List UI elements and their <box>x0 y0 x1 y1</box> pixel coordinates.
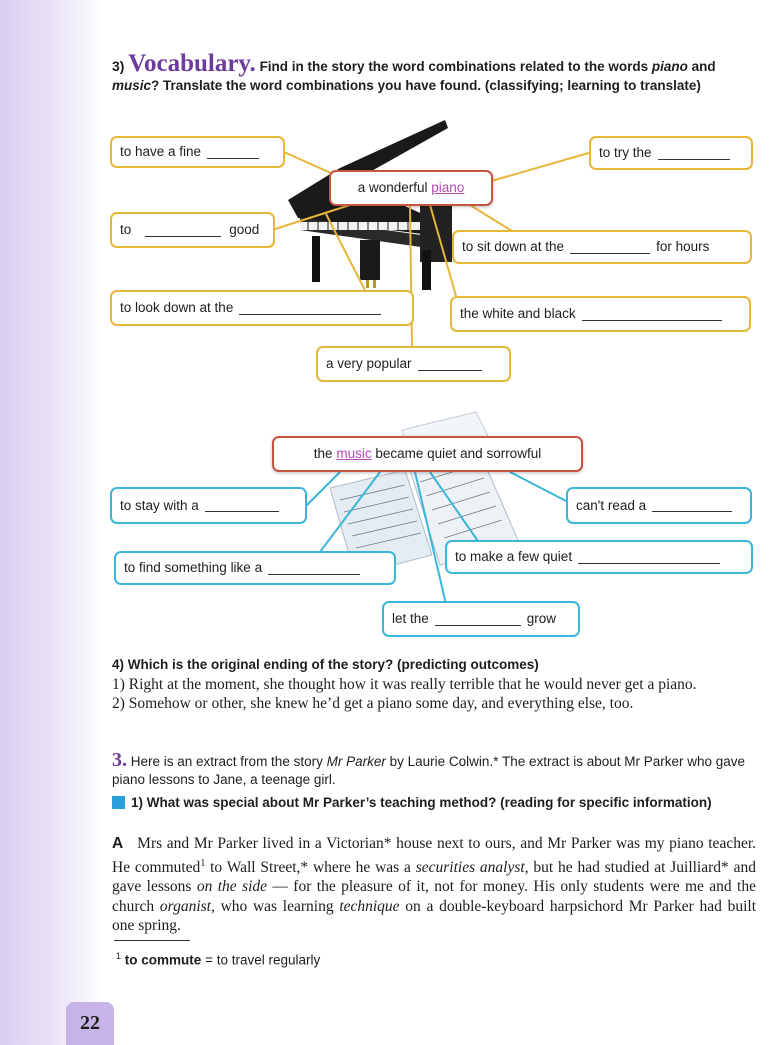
task3-number: 3) <box>112 58 125 74</box>
music-phrase-read-text: can't read a <box>576 497 647 513</box>
piano-phrase-try-text: to try the <box>599 145 652 160</box>
text-a-part: to Wall Street,* where he was a <box>210 858 411 876</box>
footnote-number: 1 <box>116 951 122 961</box>
task4 <box>112 657 756 713</box>
section3-task1 <box>112 794 756 812</box>
text-a-italic: on the side <box>196 878 268 896</box>
task3-instr-1: Find in the story the word combinations related to the words <box>259 59 649 74</box>
listening-task-icon <box>112 796 125 809</box>
footnote-divider <box>114 940 190 941</box>
answer-blank[interactable] <box>652 499 732 512</box>
piano-phrase-good <box>110 212 275 248</box>
music-phrase-stay <box>110 487 307 524</box>
page-number: 22 <box>66 1002 114 1045</box>
task3-word-piano: piano <box>651 59 688 74</box>
text-a-part: , but he had studied at Juilliard* and gave lessons <box>112 858 756 896</box>
text-a-label: A <box>112 835 124 852</box>
answer-blank[interactable] <box>658 147 730 160</box>
music-phrase-grow <box>382 601 580 637</box>
music-phrase-make <box>445 540 753 574</box>
music-phrase-stay-text: to stay with a <box>120 497 199 513</box>
task4-answer-2: 2) Somehow or other, she knew he’d get a piano some day, and everything else, too. <box>112 695 634 712</box>
section3-intro-2: by Laurie Colwin.* The extract is about Mr Parker who gave piano lessons to Jane, a teenage girl. <box>112 754 746 787</box>
text-a-part: on a double-keyboard harpsichord Mr Parker had built one spring. <box>112 897 757 935</box>
piano-phrase-sit <box>452 230 752 264</box>
music-phrase-grow-text: grow <box>526 611 557 626</box>
text-a-part: — for the pleasure of it, not for money. His only students were me and the church <box>112 878 756 915</box>
piano-phrase-popular-text: a very popular <box>326 356 412 371</box>
task3-and: and <box>691 59 716 74</box>
music-center-suffix: became quiet and sorrowful <box>375 446 542 461</box>
task3-title: Vocabulary. <box>128 50 256 77</box>
section3-intro <box>112 751 756 789</box>
answer-blank[interactable] <box>435 613 521 626</box>
answer-blank[interactable] <box>570 241 650 254</box>
footnote-definition: = to travel regularly <box>205 952 321 968</box>
section3-story-title: Mr Parker <box>326 754 386 769</box>
text-a-italic: technique <box>339 897 400 915</box>
footnote-term: to commute <box>124 952 202 968</box>
answer-blank[interactable] <box>239 302 381 315</box>
section3-task1-text: 1) What was special about Mr Parker’s teaching method? (reading for specific information) <box>131 795 712 810</box>
piano-phrase-popular <box>316 346 511 382</box>
answer-blank[interactable] <box>582 308 722 321</box>
text-a-part: Mrs and Mr Parker lived in a Victorian* house next to ours, and Mr Parker was my piano teacher. He commuted <box>112 835 757 876</box>
section3-intro-1: Here is an extract from the story <box>130 754 323 769</box>
answer-blank[interactable] <box>205 499 279 512</box>
footnote <box>116 951 320 968</box>
piano-phrase-fine <box>110 136 285 168</box>
piano-phrase-white-text: the white and black <box>460 306 576 321</box>
answer-blank[interactable] <box>418 358 482 371</box>
music-center-word: music <box>336 446 372 461</box>
task4-question: 4) Which is the original ending of the story? (predicting outcomes) <box>112 657 539 672</box>
answer-blank[interactable] <box>145 224 221 237</box>
music-phrase-let-text: let the <box>392 611 429 626</box>
task4-answer-1: 1) Right at the moment, she thought how it was really terrible that he would never get a piano. <box>112 676 697 693</box>
footnote-ref: 1 <box>200 857 206 869</box>
music-phrase-find <box>114 551 396 585</box>
task3-word-music: music <box>112 78 152 93</box>
music-center-prefix: the <box>313 446 333 461</box>
answer-blank[interactable] <box>578 551 720 564</box>
task3-instr-2: ? Translate the word combinations you have found. (classifying; learning to translate) <box>151 78 701 93</box>
text-a <box>112 834 756 936</box>
piano-phrase-to: to <box>120 222 132 237</box>
music-center-node <box>272 436 583 472</box>
piano-center-word: piano <box>431 180 465 195</box>
music-phrase-make-text: to make a few quiet <box>455 549 573 564</box>
text-a-italic: organist <box>159 897 211 915</box>
piano-phrase-fine-text: to have a fine <box>120 144 202 159</box>
section3-number: 3. <box>112 749 127 771</box>
piano-center-node <box>329 170 493 206</box>
piano-phrase-white <box>450 296 751 332</box>
text-a-italic: securities analyst <box>415 858 525 876</box>
music-phrase-find-text: to find something like a <box>124 560 263 575</box>
piano-phrase-try <box>589 136 753 170</box>
piano-phrase-look-text: to look down at the <box>120 300 234 315</box>
piano-phrase-sit-text: to sit down at the <box>462 239 565 254</box>
piano-center-prefix: a wonderful <box>357 180 428 195</box>
piano-phrase-look <box>110 290 414 326</box>
text-a-part: , who was learning <box>211 897 334 915</box>
answer-blank[interactable] <box>268 562 360 575</box>
piano-phrase-good-text: good <box>229 222 260 237</box>
piano-phrase-sit-suffix: for hours <box>656 239 710 254</box>
answer-blank[interactable] <box>207 146 259 159</box>
music-phrase-read <box>566 487 752 524</box>
